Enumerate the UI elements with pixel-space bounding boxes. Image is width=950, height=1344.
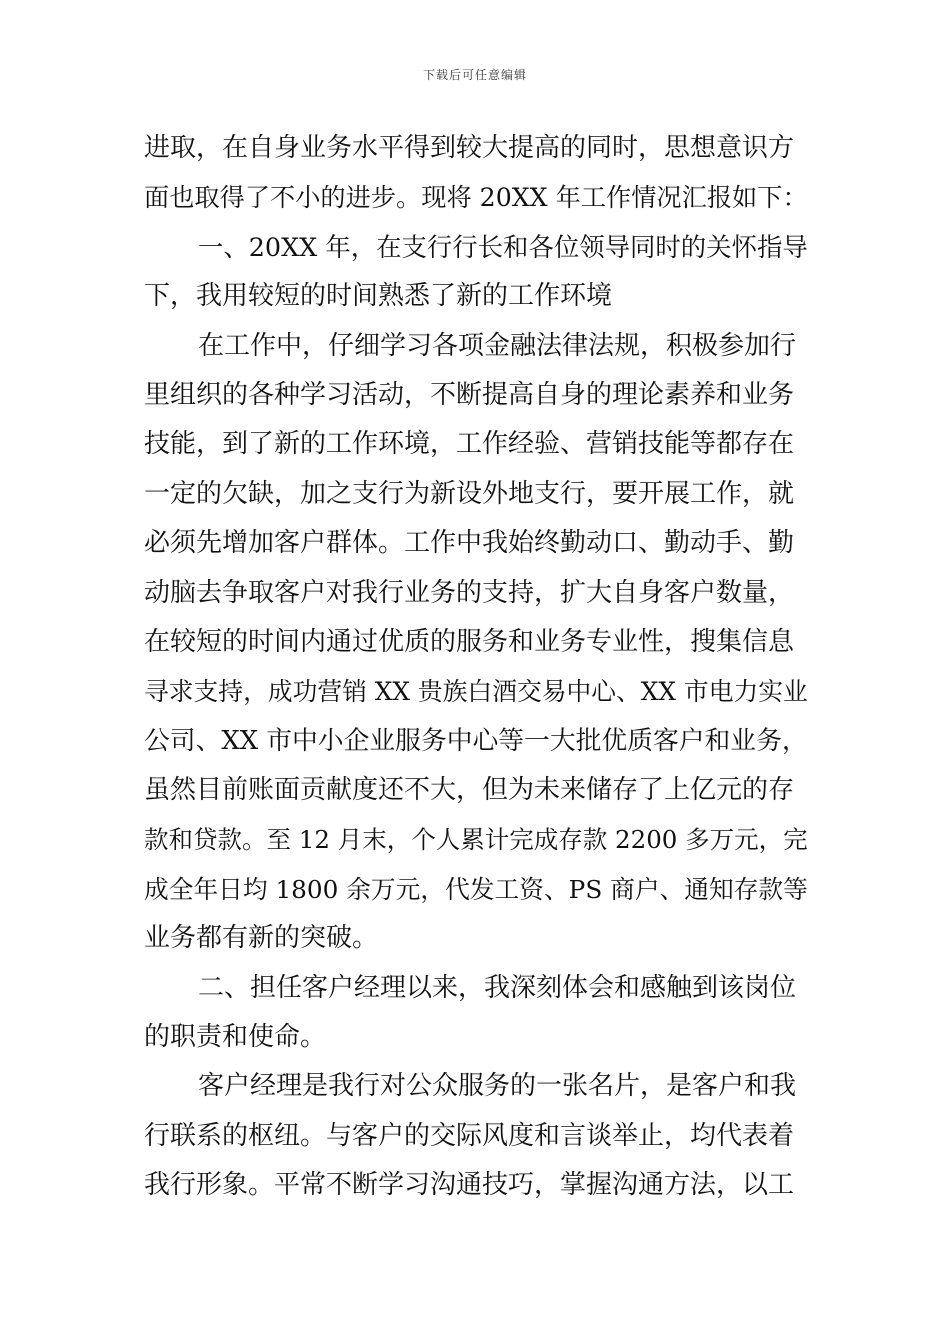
text-line: 成全年日均 1800 余万元，代发工资、PS 商户、通知存款等 <box>144 874 808 904</box>
text-line: 面也取得了不小的进步。现将 20XX 年工作情况汇报如下： <box>144 183 808 213</box>
text-line: 客户经理是我行对公众服务的一张名片，是客户和我 <box>198 1071 797 1102</box>
text-line: 在工作中，仔细学习各项金融法律法规，积极参加行 <box>198 330 797 361</box>
text-line: 一定的欠缺，加之支行为新设外地支行，要开展工作，就 <box>144 478 795 509</box>
text-line: 进取，在自身业务水平得到较大提高的同时，思想意识方 <box>144 133 795 163</box>
text-line: 业务都有新的突破。 <box>144 923 379 954</box>
text-line: 必须先增加客户群体。工作中我始终勤动口、勤动手、勤 <box>144 528 795 559</box>
page-header-note: 下载后可任意编辑 <box>422 68 527 82</box>
text-line: 下，我用较短的时间熟悉了新的工作环境 <box>144 281 613 312</box>
text-line: 动脑去争取客户对我行业务的支持，扩大自身客户数量， <box>144 577 795 608</box>
text-line: 技能，到了新的工作环境，工作经验、营销技能等都存在 <box>144 429 795 460</box>
text-line: 款和贷款。至 12 月末，个人累计完成存款 2200 多万元，完 <box>144 825 808 855</box>
text-line: 里组织的各种学习活动，不断提高自身的理论素养和业务 <box>144 379 795 410</box>
text-line: 二、担任客户经理以来，我深刻体会和感触到该岗位 <box>198 972 797 1003</box>
text-line: 我行形象。平常不断学习沟通技巧，掌握沟通方法，以工 <box>144 1170 795 1201</box>
text-line: 在较短的时间内通过优质的服务和业务专业性，搜集信息 <box>144 626 795 657</box>
text-line: 公司、XX 市中小企业服务中心等一大批优质客户和业务， <box>144 725 808 756</box>
text-line: 的职责和使命。 <box>144 1022 327 1053</box>
text-line: 寻求支持，成功营销 XX 贵族白酒交易中心、XX 市电力实业 <box>144 677 808 707</box>
text-line: 行联系的枢纽。与客户的交际风度和言谈举止，均代表着 <box>144 1120 795 1151</box>
document-body <box>144 124 808 1211</box>
text-line: 虽然目前账面贡献度还不大，但为未来储存了上亿元的存 <box>144 775 795 806</box>
text-line: 一、20XX 年，在支行行长和各位领导同时的关怀指导 <box>198 231 808 262</box>
